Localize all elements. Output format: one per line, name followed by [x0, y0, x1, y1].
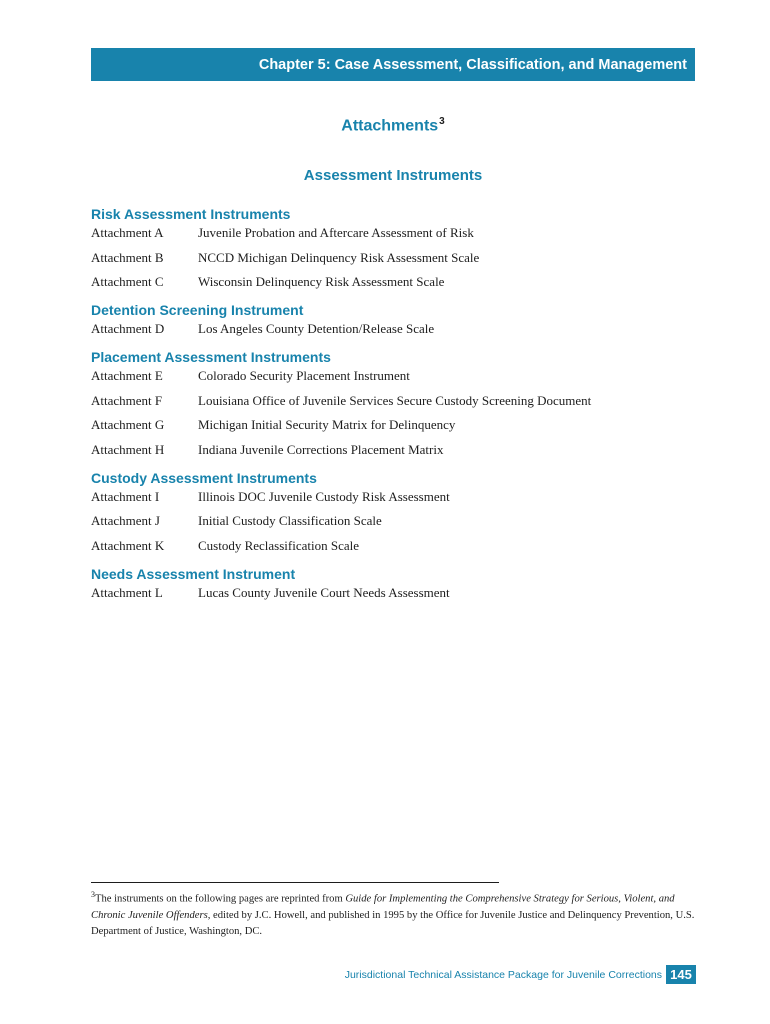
section-heading: Placement Assessment Instruments: [91, 349, 331, 365]
attachment-row: [91, 249, 701, 274]
attachment-title: NCCD Michigan Delinquency Risk Assessment Scale: [198, 249, 480, 265]
attachment-id: Attachment C: [91, 274, 164, 289]
attachment-id: Attachment A: [91, 225, 164, 240]
page-title: [91, 116, 695, 135]
chapter-header-bar: [91, 48, 695, 81]
footnote-book-title: Guide for Implementing the Comprehensive Strategy for Serious, Violent, and Chronic Juvenile Offenders,: [91, 893, 675, 921]
page-subtitle: Assessment Instruments: [303, 167, 483, 184]
footnote-marker: 3: [91, 890, 95, 899]
attachment-id: Attachment H: [91, 441, 165, 457]
section-heading: Risk Assessment Instruments: [91, 206, 291, 222]
attachment-row: [91, 537, 701, 555]
footnote-divider: [91, 882, 499, 883]
attachment-row: [91, 512, 701, 537]
footer-publication-title: Jurisdictional Technical Assistance Package for Juvenile Corrections: [344, 969, 662, 981]
attachment-id: Attachment E: [91, 368, 163, 383]
page-number: 145: [666, 965, 696, 984]
attachment-title: Lucas County Juvenile Court Needs Assessment: [198, 584, 450, 600]
attachment-row: [91, 367, 701, 392]
attachment-section: [91, 564, 701, 602]
attachment-title: Louisiana Office of Juvenile Services Secure Custody Screening Document: [198, 392, 592, 408]
attachment-section: [91, 468, 701, 555]
chapter-title: Chapter 5: Case Assessment, Classification, and Management: [258, 56, 687, 73]
attachment-title: Custody Reclassification Scale: [198, 537, 360, 553]
attachment-title: Michigan Initial Security Matrix for Delinquency: [198, 417, 456, 432]
footnote: [91, 887, 703, 940]
section-heading: Needs Assessment Instrument: [91, 565, 296, 582]
footnote-reference: 3: [439, 116, 445, 127]
section-heading: Custody Assessment Instruments: [91, 469, 317, 486]
attachment-row: [91, 392, 701, 417]
attachment-row: [91, 273, 701, 291]
attachment-id: Attachment J: [91, 513, 160, 528]
attachment-row: [91, 584, 701, 602]
attachment-section: [91, 347, 701, 459]
attachment-row: [91, 320, 701, 338]
attachment-id: Attachment B: [91, 249, 164, 265]
attachment-title: Juvenile Probation and Aftercare Assessment of Risk: [198, 225, 474, 240]
attachment-section: [91, 204, 701, 291]
attachment-title: Indiana Juvenile Corrections Placement Matrix: [198, 441, 444, 457]
attachment-id: Attachment F: [91, 392, 163, 408]
page-title-text: Attachments: [341, 117, 439, 135]
section-heading: Detention Screening Instrument: [91, 302, 304, 318]
attachment-row: [91, 416, 701, 441]
attachment-row: [91, 441, 701, 459]
attachment-title: Initial Custody Classification Scale: [198, 513, 382, 528]
attachment-row: [91, 488, 701, 513]
attachment-section: [91, 300, 701, 338]
attachment-title: Los Angeles County Detention/Release Scale: [198, 321, 435, 336]
attachment-id: Attachment K: [91, 537, 165, 553]
attachment-title: Colorado Security Placement Instrument: [198, 368, 410, 383]
attachment-row: [91, 224, 701, 249]
attachments-list: [91, 204, 701, 611]
attachment-id: Attachment I: [91, 488, 160, 504]
attachment-id: Attachment D: [91, 321, 165, 336]
footnote-text-after: edited by J.C. Howell, and published in 1995 by the Office for Juvenile Justice and Delinquency Prevention, U.S. Department of Justice, Washington, DC.: [91, 909, 695, 937]
attachment-id: Attachment G: [91, 417, 165, 432]
footnote-text-before: The instruments on the following pages are reprinted from: [95, 893, 346, 905]
attachment-id: Attachment L: [91, 584, 163, 600]
attachment-title: Wisconsin Delinquency Risk Assessment Scale: [198, 274, 445, 289]
attachment-title: Illinois DOC Juvenile Custody Risk Assessment: [198, 488, 450, 504]
